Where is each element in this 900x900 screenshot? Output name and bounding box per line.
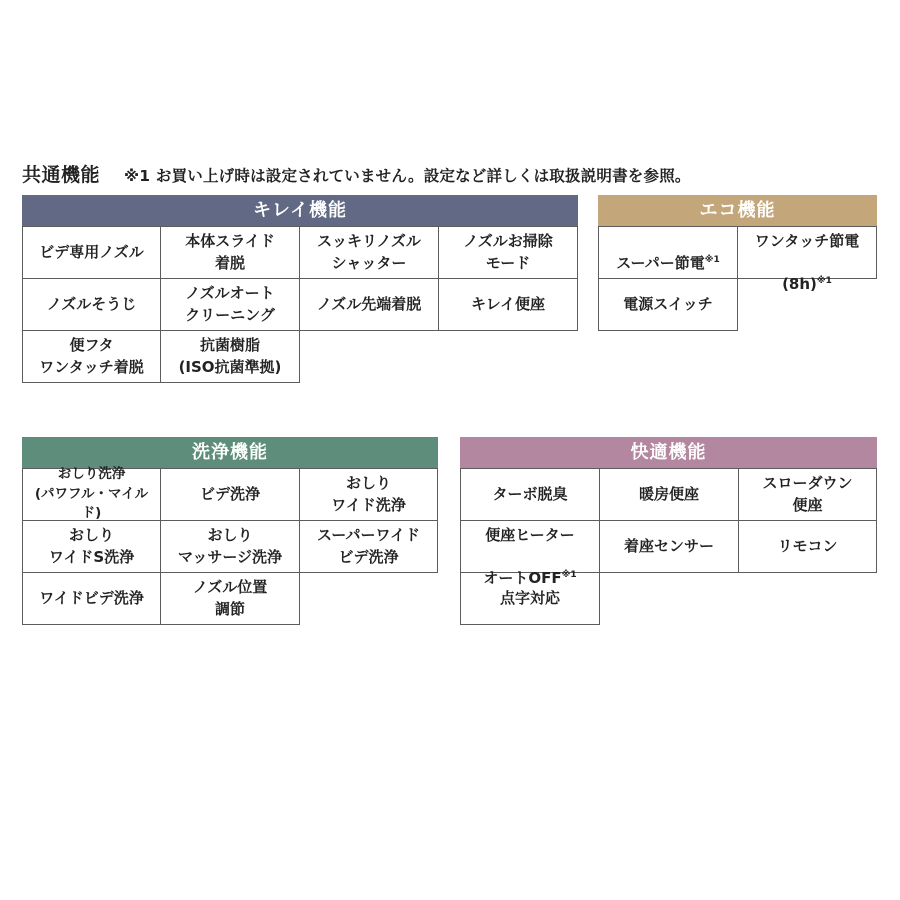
feature-cell: 本体スライド 着脱 bbox=[161, 227, 300, 279]
feature-cell: ノズルそうじ bbox=[23, 279, 161, 331]
empty-cell bbox=[300, 573, 438, 625]
empty-cell bbox=[600, 573, 739, 625]
footnote-mark: ※1 bbox=[816, 276, 832, 287]
senjo-panel-title: 洗浄機能 bbox=[22, 437, 438, 468]
feature-cell: 抗菌樹脂 (ISO抗菌準拠) bbox=[161, 331, 300, 383]
feature-cell: 点字対応 bbox=[461, 573, 600, 625]
eco-feature-panel bbox=[598, 195, 877, 331]
feature-cell: キレイ便座 bbox=[439, 279, 578, 331]
feature-cell: ビデ専用ノズル bbox=[23, 227, 161, 279]
feature-cell: ビデ洗浄 bbox=[161, 469, 300, 521]
feature-cell: ノズルお掃除 モード bbox=[439, 227, 578, 279]
kaiteki-feature-panel bbox=[460, 437, 877, 625]
feature-cell bbox=[738, 227, 877, 294]
feature-label: オートOFF bbox=[483, 569, 562, 588]
senjo-feature-grid bbox=[22, 468, 438, 625]
kaiteki-feature-grid bbox=[460, 468, 877, 625]
feature-cell: リモコン bbox=[739, 521, 877, 573]
feature-cell: おしり ワイド洗浄 bbox=[300, 469, 438, 521]
kaiteki-panel-title: 快適機能 bbox=[460, 437, 877, 468]
eco-feature-grid bbox=[598, 226, 877, 331]
feature-cell: ノズル先端着脱 bbox=[300, 279, 439, 331]
feature-cell: おしり ワイドS洗浄 bbox=[23, 521, 161, 573]
feature-cell: 便フタ ワンタッチ着脱 bbox=[23, 331, 161, 383]
empty-cell bbox=[738, 279, 877, 331]
feature-cell bbox=[599, 227, 738, 279]
feature-cell: ノズル位置 調節 bbox=[161, 573, 300, 625]
feature-cell: 電源スイッチ bbox=[599, 279, 738, 331]
section-header bbox=[22, 160, 691, 186]
footnote-mark: ※1 bbox=[561, 570, 577, 581]
feature-cell bbox=[461, 521, 600, 588]
feature-cell: スーパーワイド ビデ洗浄 bbox=[300, 521, 438, 573]
empty-cell bbox=[439, 331, 578, 383]
feature-cell: ターボ脱臭 bbox=[461, 469, 600, 521]
kirei-panel-title: キレイ機能 bbox=[22, 195, 578, 226]
feature-cell: おしり洗浄 (パワフル・マイルド) bbox=[23, 469, 161, 521]
feature-label: (8h) bbox=[782, 275, 817, 294]
feature-cell: おしり マッサージ洗浄 bbox=[161, 521, 300, 573]
senjo-feature-panel bbox=[22, 437, 438, 625]
footnote-mark: ※1 bbox=[704, 254, 720, 265]
eco-panel-title: エコ機能 bbox=[598, 195, 877, 226]
empty-cell bbox=[300, 331, 439, 383]
feature-cell: スッキリノズル シャッター bbox=[300, 227, 439, 279]
feature-cell: スローダウン 便座 bbox=[739, 469, 877, 521]
kirei-feature-panel bbox=[22, 195, 578, 383]
feature-cell: ノズルオート クリーニング bbox=[161, 279, 300, 331]
feature-label: スーパー節電 bbox=[616, 253, 705, 272]
empty-cell bbox=[739, 573, 877, 625]
footnote-text: ※1 お買い上げ時は設定されていません。設定など詳しくは取扱説明書を参照。 bbox=[124, 167, 691, 185]
kirei-feature-grid bbox=[22, 226, 578, 383]
feature-label: ワンタッチ節電 bbox=[754, 231, 860, 250]
feature-cell: ワイドビデ洗浄 bbox=[23, 573, 161, 625]
feature-cell: 着座センサー bbox=[600, 521, 739, 573]
feature-cell: 暖房便座 bbox=[600, 469, 739, 521]
section-title: 共通機能 bbox=[22, 164, 101, 186]
feature-label: 便座ヒーター bbox=[485, 525, 575, 544]
